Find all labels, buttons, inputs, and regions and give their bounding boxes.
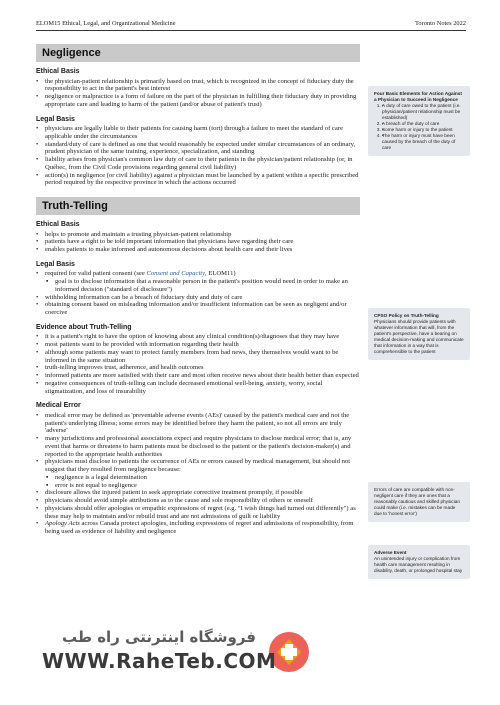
list-item: [36, 520, 360, 536]
list-item: • negative consequences of truth-telling can include decreased emotional well-being, anxiety, worry, social stigmatization, and loss of insurability: [36, 380, 360, 396]
list-item: • standard/duty of care is defined as one that would reasonably be expected under similar circumstances of an ordinary, prudent physician of the same training, experience, specialization, and standing: [36, 141, 360, 157]
sidebar-numbered-list: [374, 103, 464, 151]
truth-legal-list: [36, 270, 360, 317]
apology-acts-term: Apology Acts: [45, 520, 80, 528]
list-item: • although some patients may want to protect family members from bad news, they themselves would want to be informed in the same situation: [36, 349, 360, 365]
list-item: • liability arises from physician's common law duty of care to their patients in the physician/patient relationship (or, in Québec, from the Civil Code provisions regarding general civil liability): [36, 156, 360, 172]
medical-error-list: [36, 412, 360, 536]
list-item: • disclosure allows the injured patient to seek appropriate corrective treatment promptly, if possible: [36, 489, 360, 497]
list-item: • the physician-patient relationship is primarily based on trust, which is recognized in the concept of fiduciary duty the responsibility to act in the patient's best interest: [36, 78, 360, 94]
list-item: • obtaining consent based on misleading information and/or insufficient information can be seen as negligent and/or coercive: [36, 301, 360, 317]
subheading-ethical-basis: Ethical Basis: [36, 221, 80, 228]
subheading-ethical-basis: Ethical Basis: [36, 68, 80, 75]
item-text: required for valid patient consent (see: [45, 270, 147, 278]
watermark: [38, 622, 338, 702]
watermark-url: WWW.RaheTeb.COM: [42, 649, 277, 673]
sidebar-item-text: Some harm or injury to the patient: [382, 127, 453, 132]
list-item: • physicians should offer apologies or empathic expressions of regret (e.g. "I wish things had turned out differently") as these may help to maintain and/or rebuild trust and are not admissions of guilt or liability: [36, 505, 360, 521]
truth-ethical-list: [36, 231, 360, 254]
list-item: • patients have a right to be told important information that physicians have regarding their care: [36, 238, 360, 246]
header-right: Toronto Notes 2022: [414, 20, 466, 27]
evidence-list: [36, 333, 360, 395]
sidebar-list-item: [382, 133, 464, 151]
sidebar-item-text: A breach of the duty of care: [382, 121, 440, 126]
list-item: • enables patients to make informed and autonomous decisions about health care and their lives: [36, 246, 360, 254]
sidebar-box-title: Four Basic Elements for Action Against a Physician to Succeed in Negligence: [374, 91, 462, 102]
sidebar-box-errors-of-care: [368, 482, 470, 522]
sub-list-item: ▪ error is not equal to negligence: [36, 482, 360, 490]
list-item: • negligence or malpractice is a form of failure on the part of the physician in fulfilling their fiduciary duty in providing appropriate care and leading to harm of the patient (and/or abuse of patient's trust): [36, 93, 360, 109]
list-item: • helps to promote and maintain a trusting physician-patient relationship: [36, 231, 360, 239]
sidebar-box-cpso-policy: [368, 308, 470, 360]
list-item: [36, 270, 360, 278]
subheading-legal-basis: Legal Basis: [36, 115, 75, 123]
item-text: across Canada protect apologies, including expressions of regret and admissions of responsibility, from being used as evidence of liability and negligence: [45, 520, 354, 535]
subheading-evidence: Evidence about Truth-Telling: [36, 323, 132, 331]
sidebar-box-text: An unintended injury or complication from health care management resulting in disability, death, or prolonged hospital stay: [374, 556, 463, 573]
list-item: • action(s) in negligence (or civil liability) against a physician must be launched by a patient within a specific prescribed period required by the respective province in which the actions occurred: [36, 172, 360, 188]
sidebar-box-adverse-event: [368, 545, 470, 579]
watermark-persian-text: فروشگاه اینترنتی راه طب: [61, 628, 256, 646]
sidebar-item-text: The harm or injury must have been caused by the breach of the duty of care: [382, 133, 456, 150]
sidebar-box-text: Physicians should provide patients with whatever information that will, from the patient's perspective, have a bearing on medical decision-making and communicate that information in a way that is comprehensible to the patient: [374, 319, 464, 354]
sidebar-box-text: Errors of care are compatible with non-negligent care if they are ones that a reasonably cautious and skilled physician could make (i.e. mistakes can be made due to 'honest error'): [374, 487, 460, 516]
sub-list-item: ▪ goal is to disclose information that a reasonable person in the patient's position would need in order to make an informed decision ("standard of disclosure"): [36, 278, 360, 294]
sidebar-box-title: Adverse Event: [374, 550, 407, 555]
subheading-medical-error: Medical Error: [36, 402, 81, 410]
list-item: • it is a patient's right to have the option of knowing about any clinical condition(s)/diagnoses that they may have: [36, 333, 360, 341]
header-left: ELOM15 Ethical, Legal, and Organizational Medicine: [36, 20, 176, 27]
subheading-legal-basis: Legal Basis: [36, 260, 75, 268]
sidebar-list-item: [382, 103, 464, 121]
list-item: • informed patients are more satisfied with their care and most often receive news about their health better than expected: [36, 372, 360, 380]
sub-list-item: ▪ negligence is a legal determination: [36, 474, 360, 482]
list-item: • physicians should avoid simple attributions as to the cause and sole responsibility of others or oneself: [36, 497, 360, 505]
list-item: • most patients want to be provided with information regarding their health: [36, 341, 360, 349]
header-rule: [36, 30, 466, 31]
item-text: , ELOM11): [205, 270, 236, 278]
sidebar-box-negligence-elements: [368, 86, 470, 156]
list-item: • withholding information can be a breach of fiduciary duty and duty of care: [36, 294, 360, 302]
main-column: [36, 44, 360, 536]
list-item: • many jurisdictions and professional associations expect and require physicians to disclose medical error; that is, any event that harms or threatens to harm patients must be disclosed to the patient or the patient's decision-maker(s) and reported to the appropriate health authorities: [36, 435, 360, 458]
list-item: • physicians must disclose to patients the occurrence of AEs or errors caused by medical management, but should not suggest that they resulted from negligence because:: [36, 458, 360, 474]
list-item: • truth-telling improves trust, adherence, and health outcomes: [36, 364, 360, 372]
sidebar-box-title: CPSO Policy on Truth-Telling: [374, 313, 439, 318]
consent-capacity-link[interactable]: Consent and Capacity: [146, 270, 206, 278]
negligence-legal-list: [36, 125, 360, 187]
sidebar-item-text: A duty of care owed to the patient (i.e. physician/patient relationship must be established): [382, 103, 461, 120]
list-item: • medical error may be defined as 'preventable adverse events (AEs)' caused by the patient's medical care and not the patient's underlying illness; some errors may be identified before they harm the patient, so not all errors are truly 'adverse': [36, 412, 360, 435]
section-title-negligence: Negligence: [36, 44, 360, 62]
negligence-ethical-list: [36, 78, 360, 109]
section-title-truth-telling: Truth-Telling: [36, 197, 360, 215]
list-item: • physicians are legally liable to their patients for causing harm (tort) through a failure to meet the standard of care applicable under the circumstances: [36, 125, 360, 141]
page-header: [36, 20, 466, 32]
